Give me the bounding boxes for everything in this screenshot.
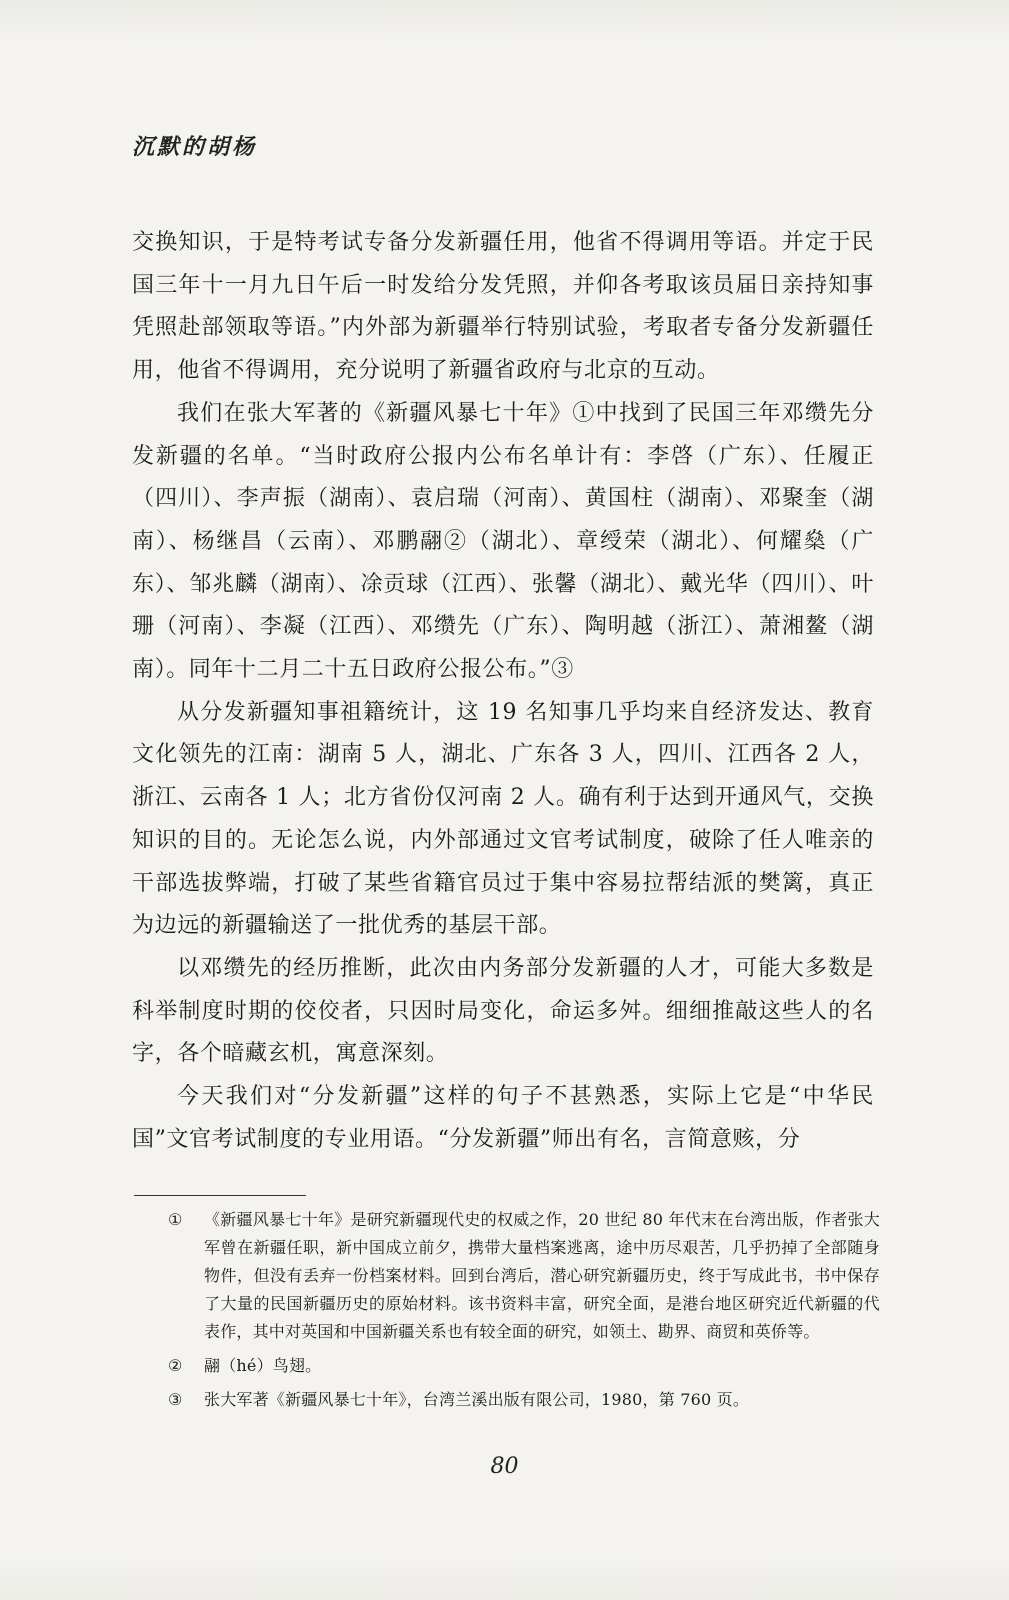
running-title: 沉默的胡杨	[132, 134, 258, 160]
footnote-mark: ③	[168, 1390, 183, 1409]
footnote-mark: ②	[168, 1356, 183, 1375]
footnote-text: 翮（hé）鸟翅。	[204, 1356, 322, 1375]
footnote-text: 张大军著《新疆风暴七十年》，台湾兰溪出版有限公司，1980，第 760 页。	[204, 1390, 750, 1409]
footnotes	[168, 1206, 880, 1420]
page-number: 80	[490, 1454, 519, 1479]
paragraph: 今天我们对“分发新疆”这样的句子不甚熟悉，实际上它是“中华民国”文官考试制度的专业用语。“分发新疆”师出有名，言简意赅，分	[132, 1084, 874, 1152]
paragraph: 从分发新疆知事祖籍统计，这 19 名知事几乎均来自经济发达、教育文化领先的江南：湖南 5 人，湖北、广东各 3 人，四川、江西各 2 人，浙江、云南各 1 人；北方省份仅河南 2 人。确有利于达到开通风气，交换知识的目的。无论怎么说，内外部通过文官考试制度，破除了任人唯亲的干部选拔弊端，打破了某些省籍官员过于集中容易拉帮结派的樊篱，真正为边远的新疆输送了一批优秀的基层干部。	[132, 699, 874, 939]
body-text	[132, 222, 874, 1161]
paragraph: 以邓缵先的经历推断，此次由内务部分发新疆的人才，可能大多数是科举制度时期的佼佼者，只因时局变化，命运多舛。细细推敲这些人的名字，各个暗藏玄机，寓意深刻。	[132, 955, 874, 1067]
paragraph: 交换知识，于是特考试专备分发新疆任用，他省不得调用等语。并定于民国三年十一月九日午后一时发给分发凭照，并仰各考取该员届日亲持知事凭照赴部领取等语。”内外部为新疆举行特别试验，考取者专备分发新疆任用，他省不得调用，充分说明了新疆省政府与北京的互动。	[132, 230, 874, 384]
footnote	[168, 1206, 880, 1346]
footnote-text: 《新疆风暴七十年》是研究新疆现代史的权威之作，20 世纪 80 年代末在台湾出版，作者张大军曾在新疆任职，新中国成立前夕，携带大量档案逃离，途中历尽艰苦，几乎扔掉了全部随身物件，但没有丢弃一份档案材料。回到台湾后，潜心研究新疆历史，终于写成此书，书中保存了大量的民国新疆历史的原始材料。该书资料丰富，研究全面，是港台地区研究近代新疆的代表作，其中对英国和中国新疆关系也有较全面的研究，如领土、勘界、商贸和英侨等。	[204, 1210, 880, 1341]
footnote	[168, 1386, 880, 1414]
footnote-mark: ①	[168, 1210, 183, 1229]
footnote	[168, 1352, 880, 1380]
paragraph: 我们在张大军著的《新疆风暴七十年》①中找到了民国三年邓缵先分发新疆的名单。“当时政府公报内公布名单计有：李啓（广东）、任履正（四川）、李声振（湖南）、袁启瑞（河南）、黄国柱（湖南）、邓聚奎（湖南）、杨继昌（云南）、邓鹏翮②（湖北）、章绶荣（湖北）、何耀燊（广东）、邹兆麟（湖南）、凃贡球（江西）、张馨（湖北）、戴光华（四川）、叶珊（河南）、李凝（江西）、邓缵先（广东）、陶明越（浙江）、萧湘鳌（湖南）。同年十二月二十五日政府公报公布。”③	[132, 400, 874, 683]
footnote-divider	[134, 1195, 306, 1196]
